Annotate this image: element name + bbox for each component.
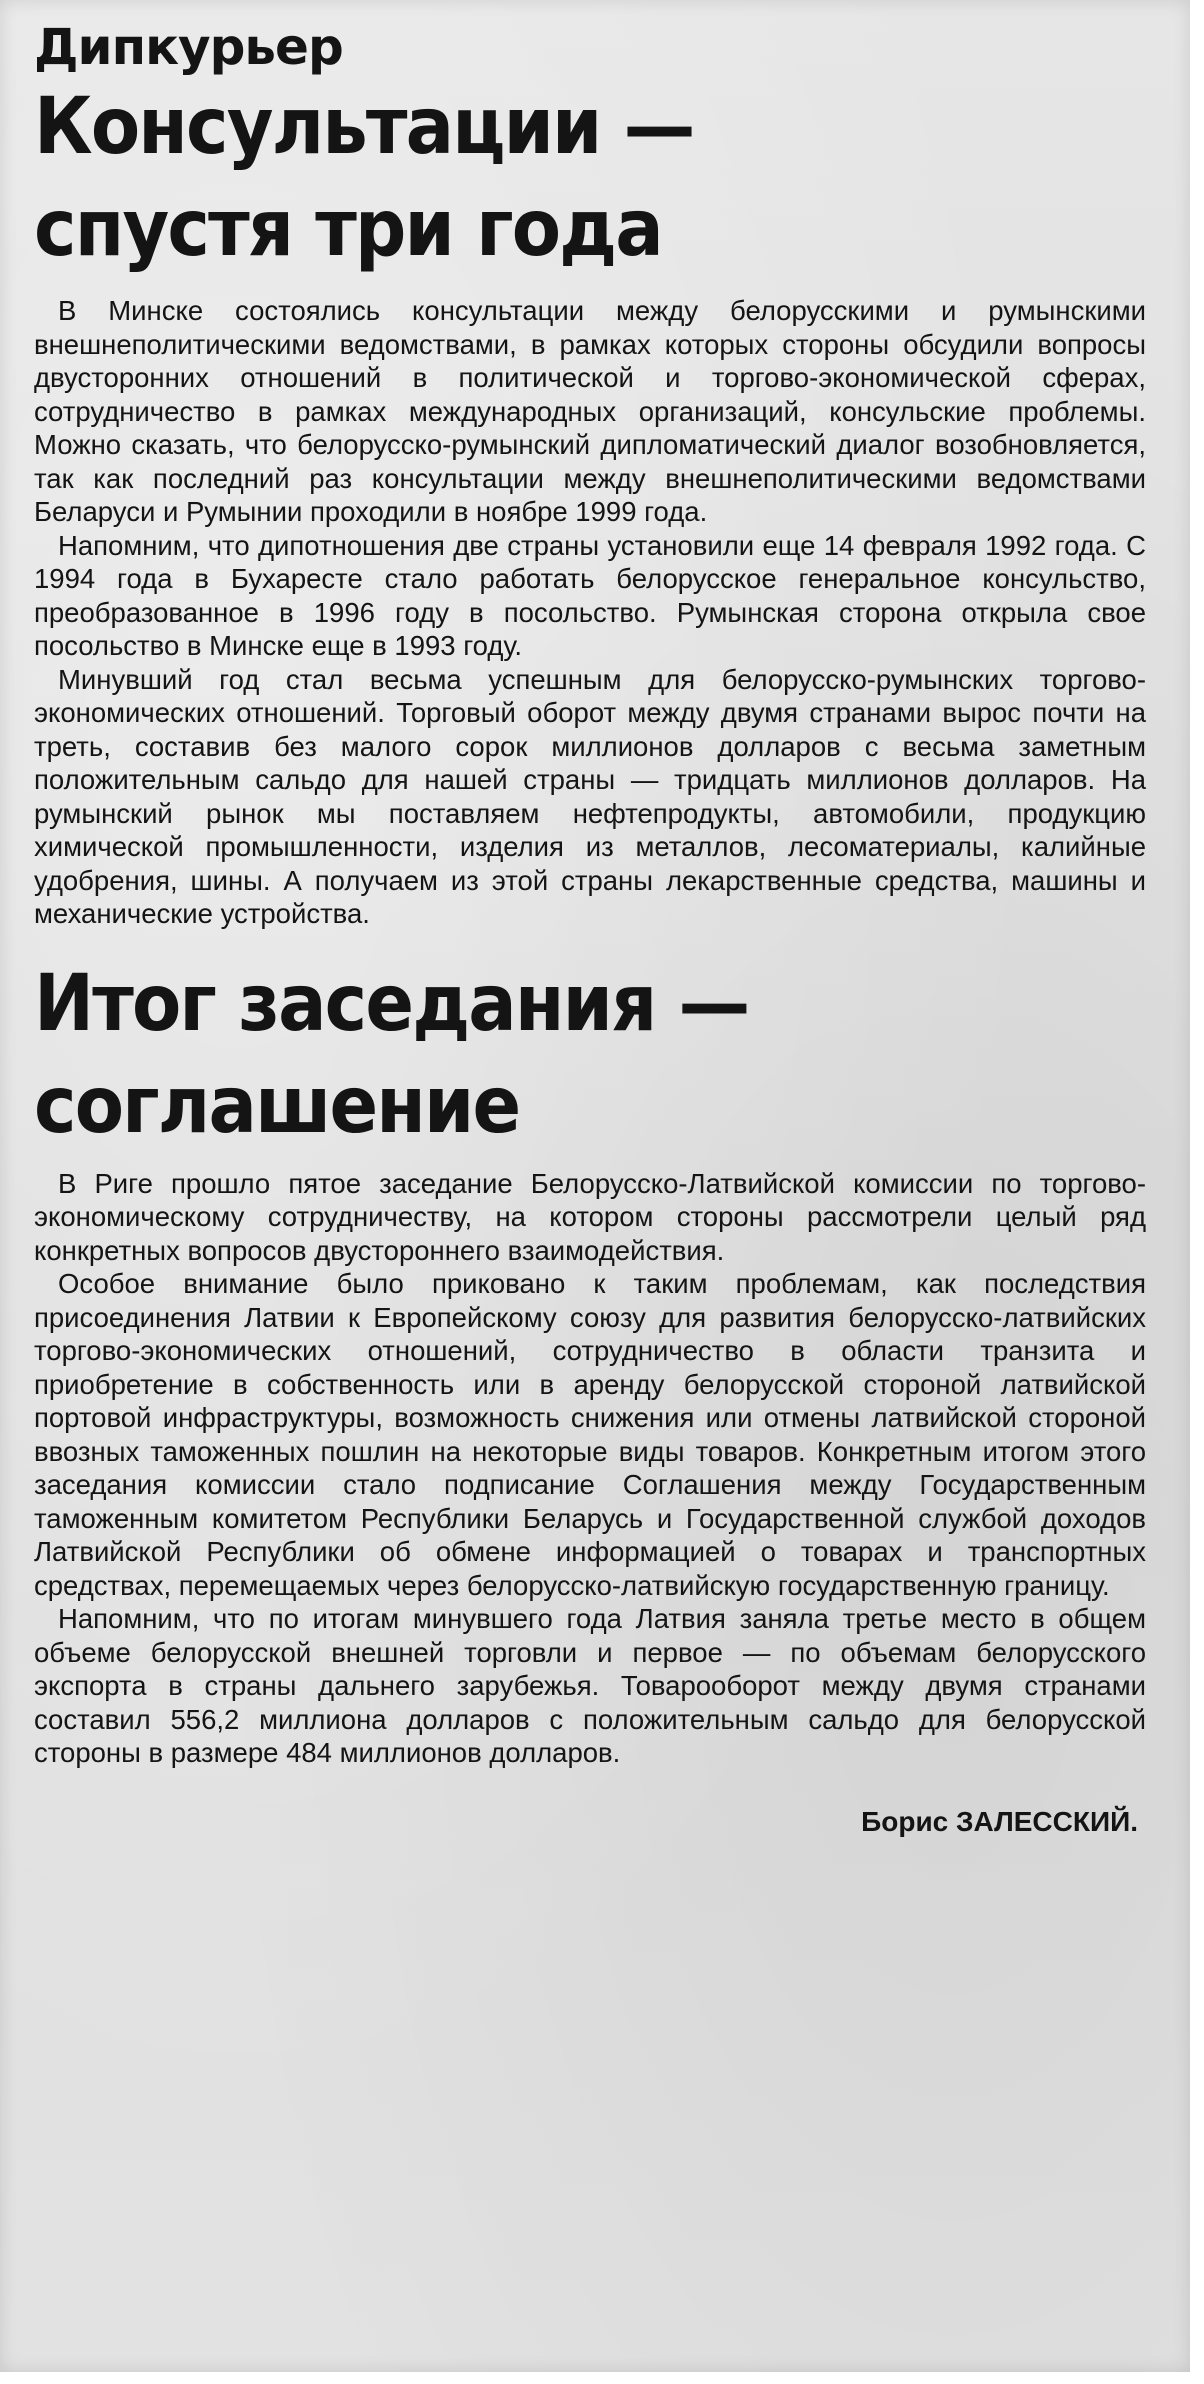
article2-paragraph: Особое внимание было приковано к таким проблемам, как последствия присоединения Латвии к Европейскому союзу для развития белорусско-латвийских торгово-экономических отношений, сотрудничество в области транзита и приобретение в собственность или в аренду белорусской стороной латвийской портовой инфраструктуры, возможность снижения или отмены латвийской стороной ввозных таможенных пошлин на некоторые виды товаров. Конкретным итогом этого заседания комиссии стало подписание Соглашения между Государственным таможенным комитетом Республики Беларусь и Государственной службой доходов Латвийской Республики об обмене информацией о товарах и транспортных средствах, перемещаемых через белорусско-латвийскую государственную границу. [34, 1268, 1146, 1601]
article1-headline-line: Консультации — [34, 82, 694, 172]
rubric-title: Дипкурьер [34, 18, 343, 76]
article2-paragraph: В Риге прошло пятое заседание Белорусско-Латвийской комиссии по торгово-экономическому сотрудничеству, на котором стороны рассмотрели целый ряд конкретных вопросов двустороннего взаимодействия. [34, 1167, 1146, 1266]
article1-paragraph: Напомним, что дипотношения две страны установили еще 14 февраля 1992 года. С 1994 года в Бухаресте стало работать белорусское генеральное консульство, преобразованное в 1996 году в посольство. Румынская сторона открыла свое посольство в Минске еще в 1993 году. [34, 529, 1146, 661]
article1-headline [34, 76, 1057, 280]
article2-paragraph: Напомним, что по итогам минувшего года Латвия заняла третье место в общем объеме белорусской внешней торговли и первое — по объемам белорусского экспорта в страны дальнего зарубежья. Товарооборот между двумя странами составил 556,2 миллиона долларов с положительным сальдо для белорусской стороны в размере 484 миллионов долларов. [34, 1603, 1146, 1768]
article1-body [34, 294, 1146, 931]
article1-headline-line: спустя три года [34, 184, 662, 274]
author-signature: Борис ЗАЛЕССКИЙ. [861, 1805, 1138, 1837]
article2-body [34, 1167, 1146, 1770]
article1-paragraph: Минувший год стал весьма успешным для белорусско-румынских торгово-экономических отношений. Торговый оборот между двумя странами вырос почти на треть, составив без малого сорок миллионов долларов с весьма заметным положительным сальдо для нашей страны — тридцать миллионов долларов. На румынский рынок мы поставляем нефтепродукты, автомобили, продукцию химической промышленности, изделия из металлов, лесоматериалы, калийные удобрения, шины. А получаем из этой страны лекарственные средства, машины и механические устройства. [34, 663, 1146, 929]
article1-paragraph: В Минске состоялись консультации между белорусскими и румынскими внешнеполитическими ведомствами, в рамках которых стороны обсудили вопросы двусторонних отношений в политической и торгово-экономической сферах, сотрудничество в рамках международных организаций, консульские проблемы. Можно сказать, что белорусско-румынский дипломатический диалог возобновляется, так как последний раз консультации между внешнеполитическими ведомствами Беларуси и Румынии проходили в ноябре 1999 года. [34, 295, 1146, 527]
article2-headline-line: Итог заседания — [34, 958, 749, 1049]
article2-headline-line: соглашение [34, 1060, 520, 1151]
article2-headline [34, 953, 1057, 1157]
